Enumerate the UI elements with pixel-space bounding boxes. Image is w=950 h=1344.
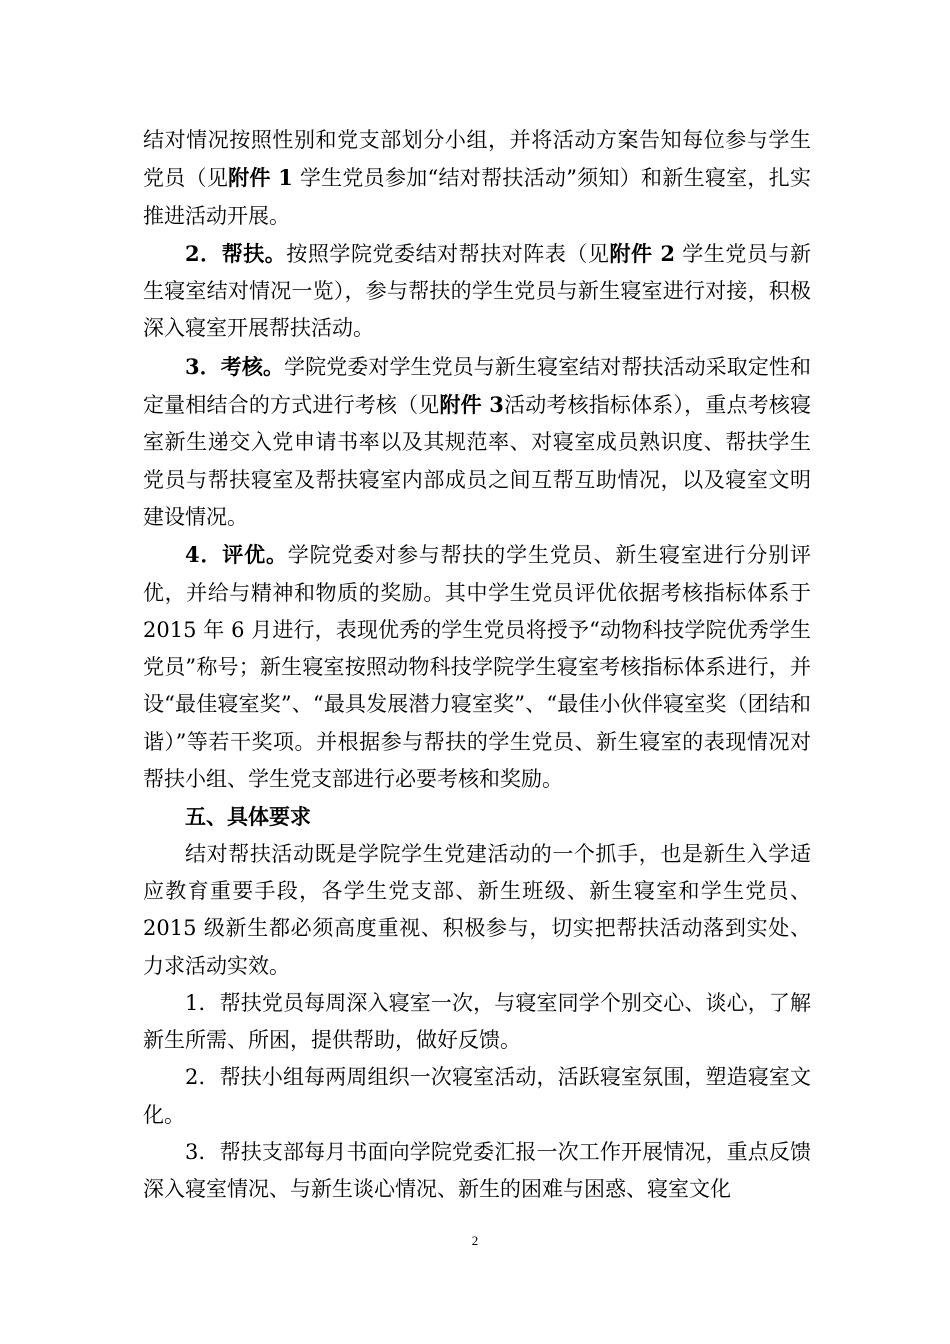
- paragraph-awards: 4．评优。学院党委对参与帮扶的学生党员、新生寝室进行分别评优，并给与精神和物质的奖励。其中学生党员评优依据考核指标体系于 2015 年 6 月进行，表现优秀的学生党员将授予“动物科技学院优秀学生党员”称号；新生寝室按照动物科技学院学生寝室考核指标体系进行，并设“最佳寝室奖”、“最具发展潜力寝室奖”、“最佳小伙伴寝室奖（团结和谐）”等若干奖项。并根据参与帮扶的学生党员、新生寝室的表现情况对帮扶小组、学生党支部进行必要考核和奖励。: [143, 542, 811, 792]
- attachment-ref-3: 附件 3: [439, 392, 504, 418]
- paragraph-assistance: 2．帮扶。按照学院党委结对帮扶对阵表（见附件 2 学生党员与新生寝室结对情况一览），参与帮扶的学生党员与新生寝室进行对接，积极深入寝室开展帮扶活动。: [143, 240, 811, 341]
- document-body: [143, 122, 811, 1209]
- paragraph-requirement-2: 2．帮扶小组每两周组织一次寝室活动，活跃寝室氛围，塑造寝室文化。: [143, 1065, 811, 1127]
- paragraph-requirement-3: 3．帮扶支部每月书面向学院党委汇报一次工作开展情况，重点反馈深入寝室情况、与新生谈心情况、新生的困难与困惑、寝室文化: [143, 1140, 811, 1202]
- item-heading-assistance: 2．帮扶。: [185, 240, 287, 266]
- paragraph-grouping: 结对情况按照性别和党支部划分小组，并将活动方案告知每位参与学生党员（见附件 1 学生党员参加“结对帮扶活动”须知）和新生寝室，扎实推进活动开展。: [143, 128, 811, 228]
- attachment-ref-2: 附件 2: [609, 240, 676, 266]
- attachment-ref-1: 附件 1: [228, 165, 293, 191]
- item-heading-assessment: 3．考核。: [185, 353, 285, 379]
- paragraph-assessment: 3．考核。学院党委对学生党员与新生寝室结对帮扶活动采取定性和定量相结合的方式进行考核（见附件 3活动考核指标体系），重点考核寝室新生递交入党申请书率以及其规范率、对寝室成员熟识度、帮扶学生党员与帮扶寝室及帮扶寝室内部成员之间互帮互助情况，以及寝室文明建设情况。: [143, 353, 811, 529]
- paragraph-requirements-intro: 结对帮扶活动既是学院学生党建活动的一个抓手，也是新生入学适应教育重要手段，各学生党支部、新生班级、新生寝室和学生党员、2015 级新生都必须高度重视、积极参与，切实把帮扶活动落到实处、力求活动实效。: [143, 841, 811, 978]
- section-heading-requirements: 五、具体要求: [185, 804, 311, 830]
- paragraph-requirement-1: 1．帮扶党员每周深入寝室一次，与寝室同学个别交心、谈心，了解新生所需、所困，提供帮助，做好反馈。: [143, 990, 811, 1053]
- page-number: 2: [471, 1233, 479, 1248]
- item-heading-awards: 4．评优。: [185, 542, 288, 568]
